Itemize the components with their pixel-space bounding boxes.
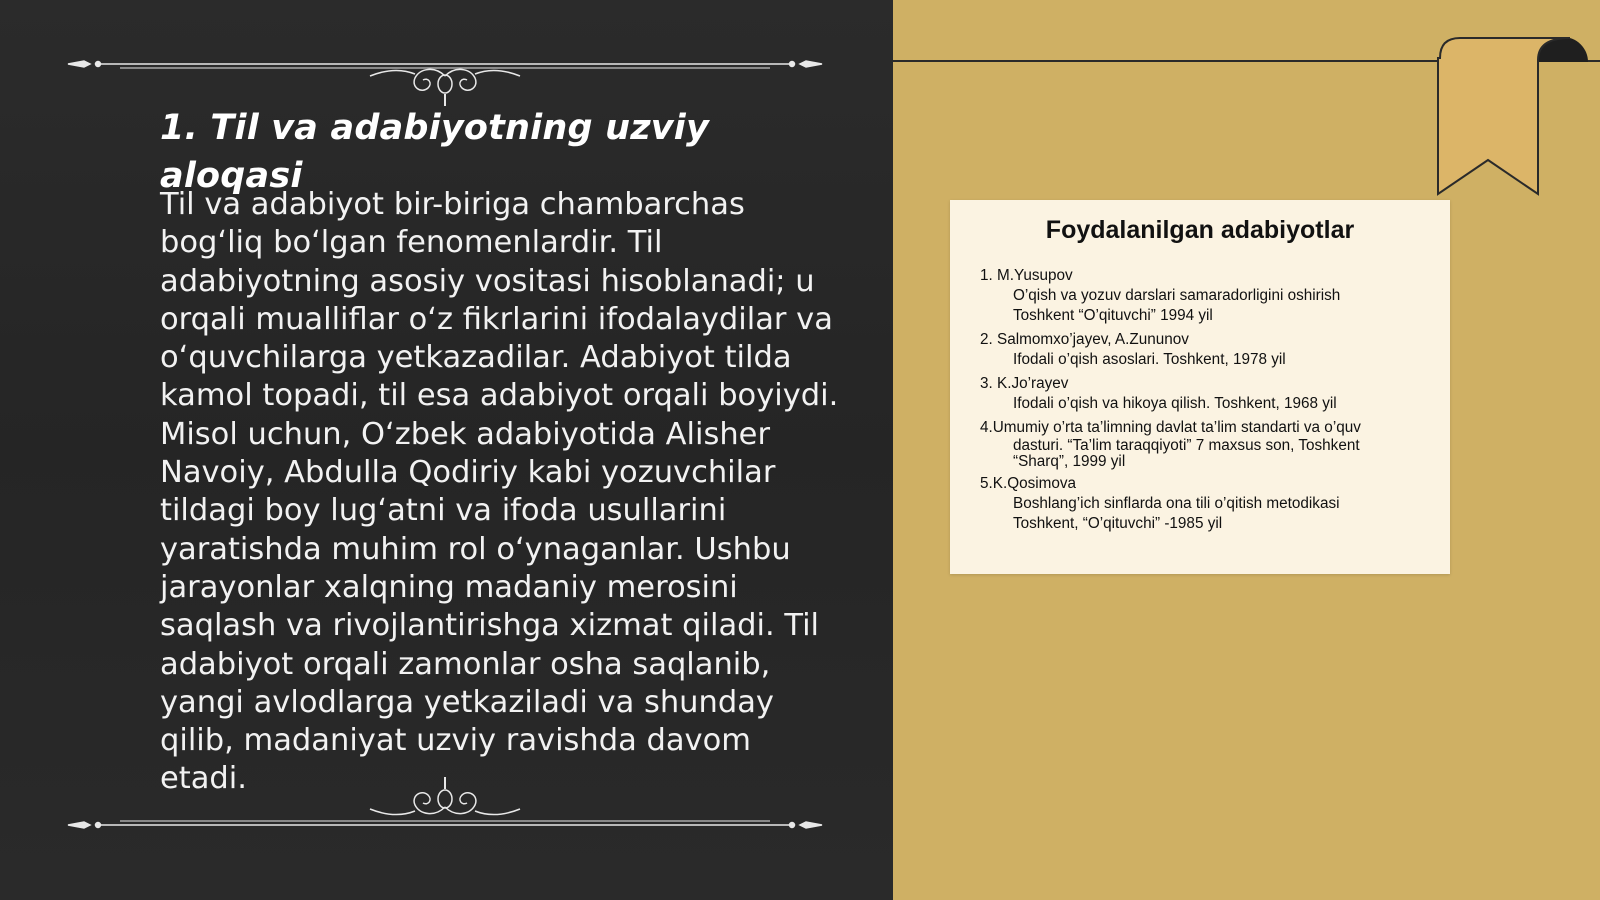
references-list (980, 266, 1420, 538)
reference-item (980, 374, 1420, 414)
reference-author: 2. Salmomxo’jayev, A.Zununov (980, 331, 1189, 348)
reference-detail: “Sharq”, 1999 yil (1013, 453, 1126, 470)
slide-title: 1. Til va adabiyotning uzviy aloqasi (160, 108, 710, 196)
reference-item (980, 330, 1420, 370)
reference-item (980, 266, 1420, 326)
reference-author: 4.Umumiy o’rta ta’limning davlat ta’lim standarti va o’quv (980, 419, 1361, 436)
references-heading: Foydalanilgan adabiyotlar (1045, 216, 1355, 244)
references-card (950, 200, 1450, 574)
reference-detail: dasturi. “Ta’lim taraqqiyoti” 7 maxsus son, Toshkent (1013, 437, 1360, 454)
bookmark-ribbon-icon (1430, 34, 1600, 204)
reference-author: 5.K.Qosimova (980, 475, 1077, 492)
reference-detail: Boshlang’ich sinflarda ona tili o’qitish metodikasi (1013, 495, 1340, 512)
bottom-ornament-divider (60, 775, 830, 835)
reference-detail: Ifodali o’qish va hikoya qilish. Toshkent, 1968 yil (1013, 395, 1337, 412)
reference-detail: Ifodali o’qish asoslari. Toshkent, 1978 yil (1013, 351, 1286, 368)
top-ornament-divider (60, 48, 830, 108)
reference-detail: Toshkent, “O’qituvchi” -1985 yil (1013, 515, 1223, 532)
reference-item (980, 418, 1420, 470)
reference-item (980, 474, 1420, 534)
reference-detail: Toshkent “O’qituvchi” 1994 yil (1013, 307, 1213, 324)
reference-author: 3. K.Jo’rayev (980, 375, 1069, 392)
reference-detail: O’qish va yozuv darslari samaradorligini oshirish (1013, 287, 1341, 304)
reference-author: 1. M.Yusupov (980, 267, 1073, 284)
body-paragraph: Til va adabiyot bir-biriga chambarchas bog‘liq bo‘lgan fenomenlardir. Til adabiyotning asosiy vositasi hisoblanadi; u orqali mualliflar o‘z fikrlarini ifodalaydilar va o‘quvchilarga yetkazadilar. Adabiyot tilda kamol topadi, til esa adabiyot orqali boyiydi. Misol uchun, O‘zbek adabiyotida Alisher Navoiy, Abdulla Qodiriy kabi yozuvchilar tildagi boy lug‘atni va ifoda usullarini yaratishda muhim rol o‘ynaganlar. Ushbu jarayonlar xalqning madaniy merosini saqlash va rivojlantirishga xizmat qiladi. Til adabiyot orqali zamonlar osha saqlanib, yangi avlodlarga yetkaziladi va shunday qilib, madaniyat uzviy ravishda davom etadi. (160, 187, 839, 797)
